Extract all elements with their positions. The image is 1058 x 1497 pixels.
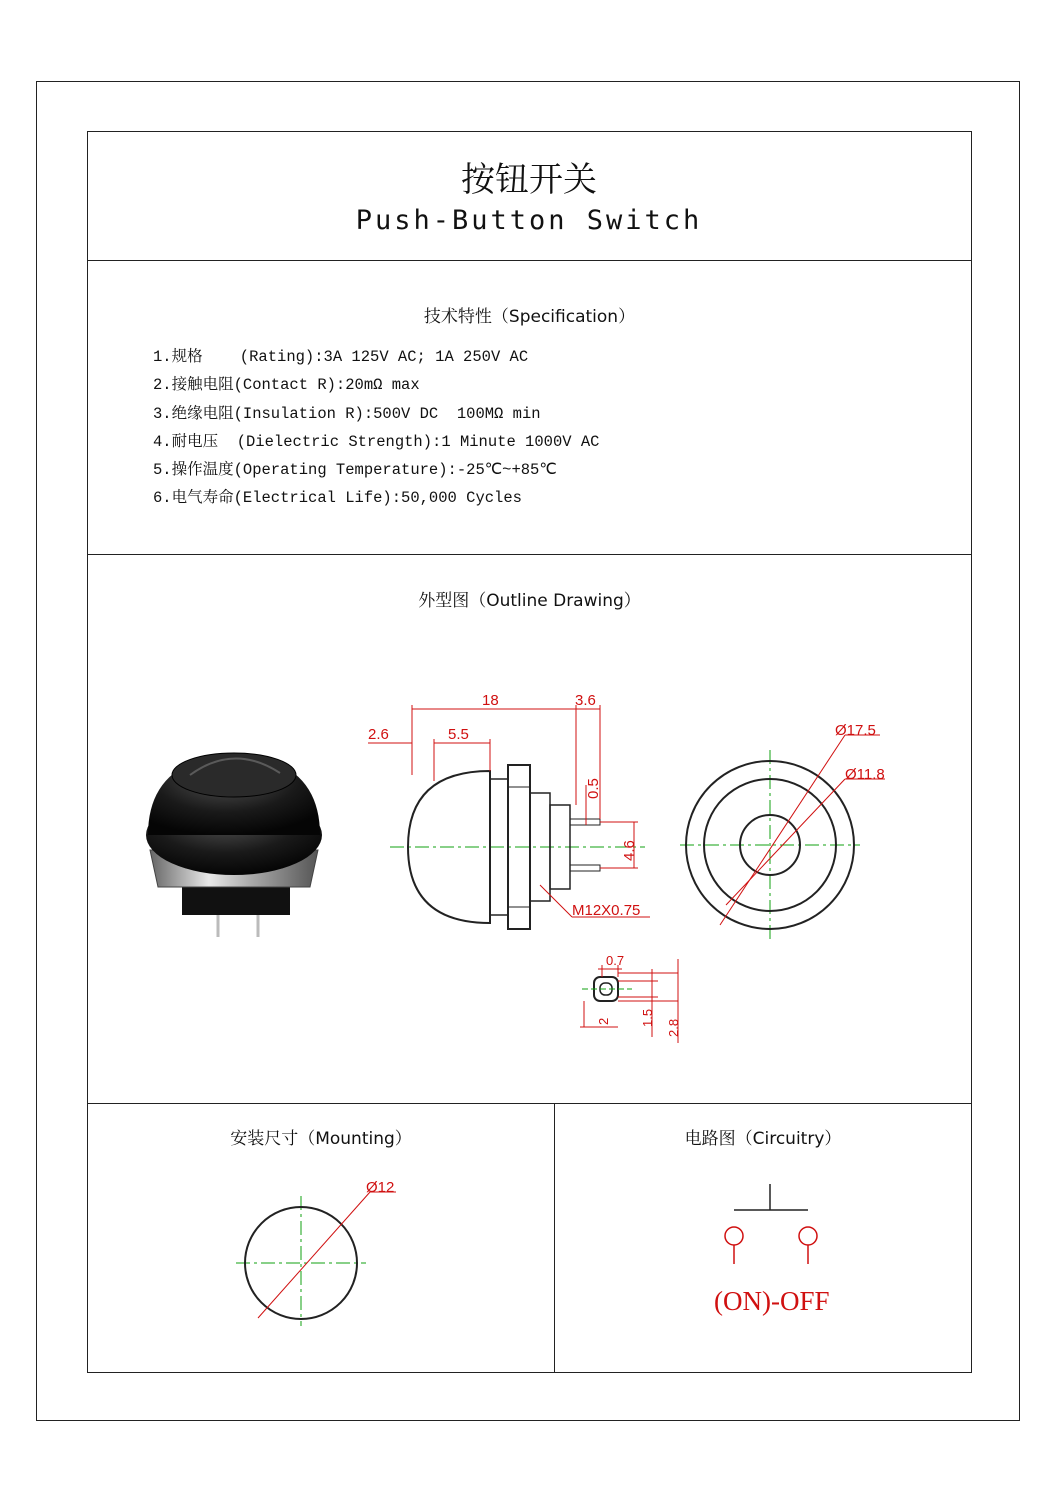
spec-heading: 技术特性（Specification） [423,307,636,327]
dim-2-8: 2.8 [666,1018,681,1037]
spec-item-5: 5.操作温度(Operating Temperature):-25℃~+85℃ [153,461,557,479]
dim-dia-11-8: Ø11.8 [845,766,885,783]
dim-3-6: 3.6 [575,692,596,709]
dim-5-5: 5.5 [448,726,469,743]
dim-18: 18 [482,692,499,709]
front-view-drawing [680,715,890,945]
product-photo [130,735,330,945]
dim-dia-17-5: Ø17.5 [835,722,876,739]
title-english: Push-Button Switch [355,205,703,236]
spec-item-2: 2.接触电阻(Contact R):20mΩ max [153,376,420,394]
spec-item-3: 3.绝缘电阻(Insulation R):500V DC 100MΩ min [153,405,541,423]
dim-0-7: 0.7 [606,955,625,968]
outline-heading: 外型图（Outline Drawing） [418,591,641,611]
spec-item-4: 4.耐电压 (Dielectric Strength):1 Minute 1000V AC [153,433,600,451]
circuit-diagram [700,1180,860,1320]
dim-0-5: 0.5 [585,778,602,799]
dim-2: 2 [596,1017,611,1025]
circuitry-heading: 电路图（Circuitry） [684,1129,842,1149]
side-view-drawing [350,685,680,945]
dim-4-6: 4.6 [621,840,638,861]
circuit-label: (ON)-OFF [714,1286,830,1316]
terminal-detail-drawing [578,955,688,1050]
dim-1-5: 1.5 [640,1008,655,1027]
title-chinese: 按钮开关 [461,160,597,200]
dim-thread: M12X0.75 [572,902,641,919]
dim-2-6: 2.6 [368,726,389,743]
spec-item-1: 1.规格 (Rating):3A 125V AC; 1A 250V AC [153,348,529,366]
spec-item-6: 6.电气寿命(Electrical Life):50,000 Cycles [153,489,522,507]
mounting-drawing [230,1170,410,1330]
mounting-heading: 安装尺寸（Mounting） [230,1129,412,1149]
mounting-dia-12: Ø12 [366,1179,395,1196]
